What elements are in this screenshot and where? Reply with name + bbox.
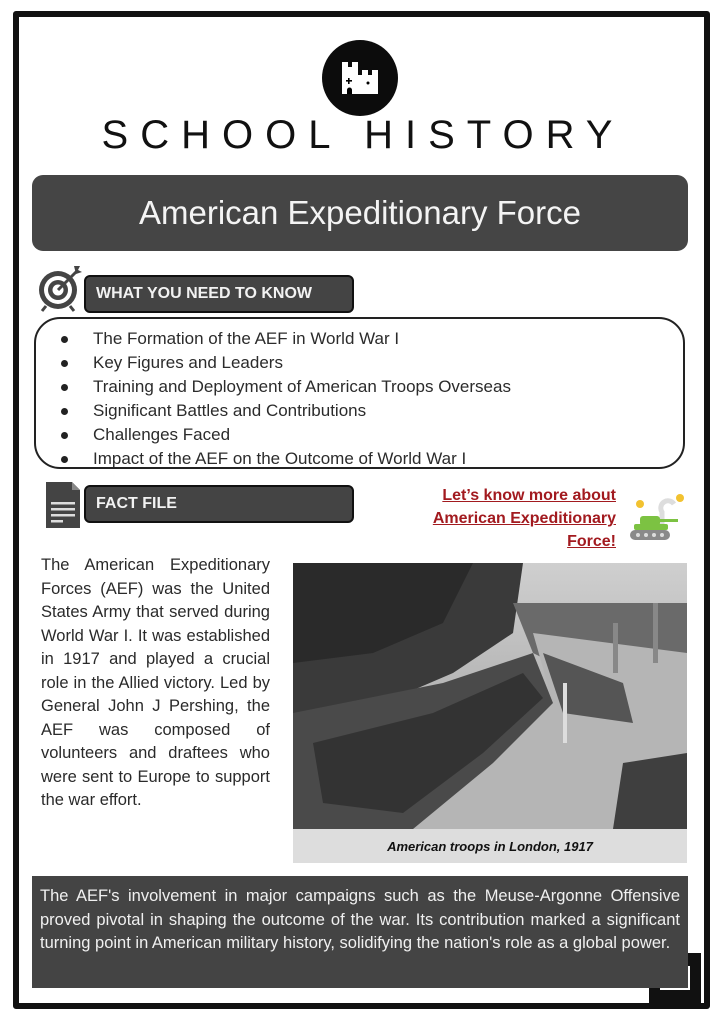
tank-icon	[626, 490, 688, 553]
summary-paragraph: The AEF's involvement in major campaigns such as the Meuse-Argonne Offensive proved pivotal in shaping the outcome of the war. Its contribution marked a significant turning point in American military history, solidifying the nation's role as a global power.	[32, 876, 688, 988]
learn-more-link[interactable]: Let’s know more about American Expeditionary Force!	[432, 487, 616, 550]
page-title: American Expeditionary Force	[138, 194, 582, 231]
target-icon	[36, 262, 86, 317]
topic-list	[36, 319, 683, 471]
what-you-need-to-know-heading: WHAT YOU NEED TO KNOW	[84, 275, 354, 313]
fact-file-heading: FACT FILE	[84, 485, 354, 523]
castle-icon	[322, 40, 398, 116]
photo-caption: American troops in London, 1917	[387, 838, 593, 854]
troops-parade-photo	[293, 563, 687, 829]
historical-photo-figure	[293, 563, 687, 863]
intro-paragraph: The American Expeditionary Forces (AEF) was the United States Army that served during World War I. It was established in 1917 and played a crucial role in the Allied victory. Led by General John J Pershing, the AEF was composed of volunteers and draftees who were sent to Europe to support the war effort.	[41, 556, 270, 809]
document-icon	[44, 480, 84, 535]
list-item: Training and Deployment of American Troops Overseas	[36, 375, 683, 399]
list-item: Significant Battles and Contributions	[36, 399, 683, 423]
list-item: Impact of the AEF on the Outcome of World War I	[36, 447, 683, 471]
title-banner	[32, 175, 688, 251]
brand-name: SCHOOL HISTORY	[101, 113, 625, 157]
list-item: The Formation of the AEF in World War I	[36, 327, 683, 351]
list-item: Key Figures and Leaders	[36, 351, 683, 375]
list-item: Challenges Faced	[36, 423, 683, 447]
what-you-need-to-know-list-box	[34, 317, 685, 469]
